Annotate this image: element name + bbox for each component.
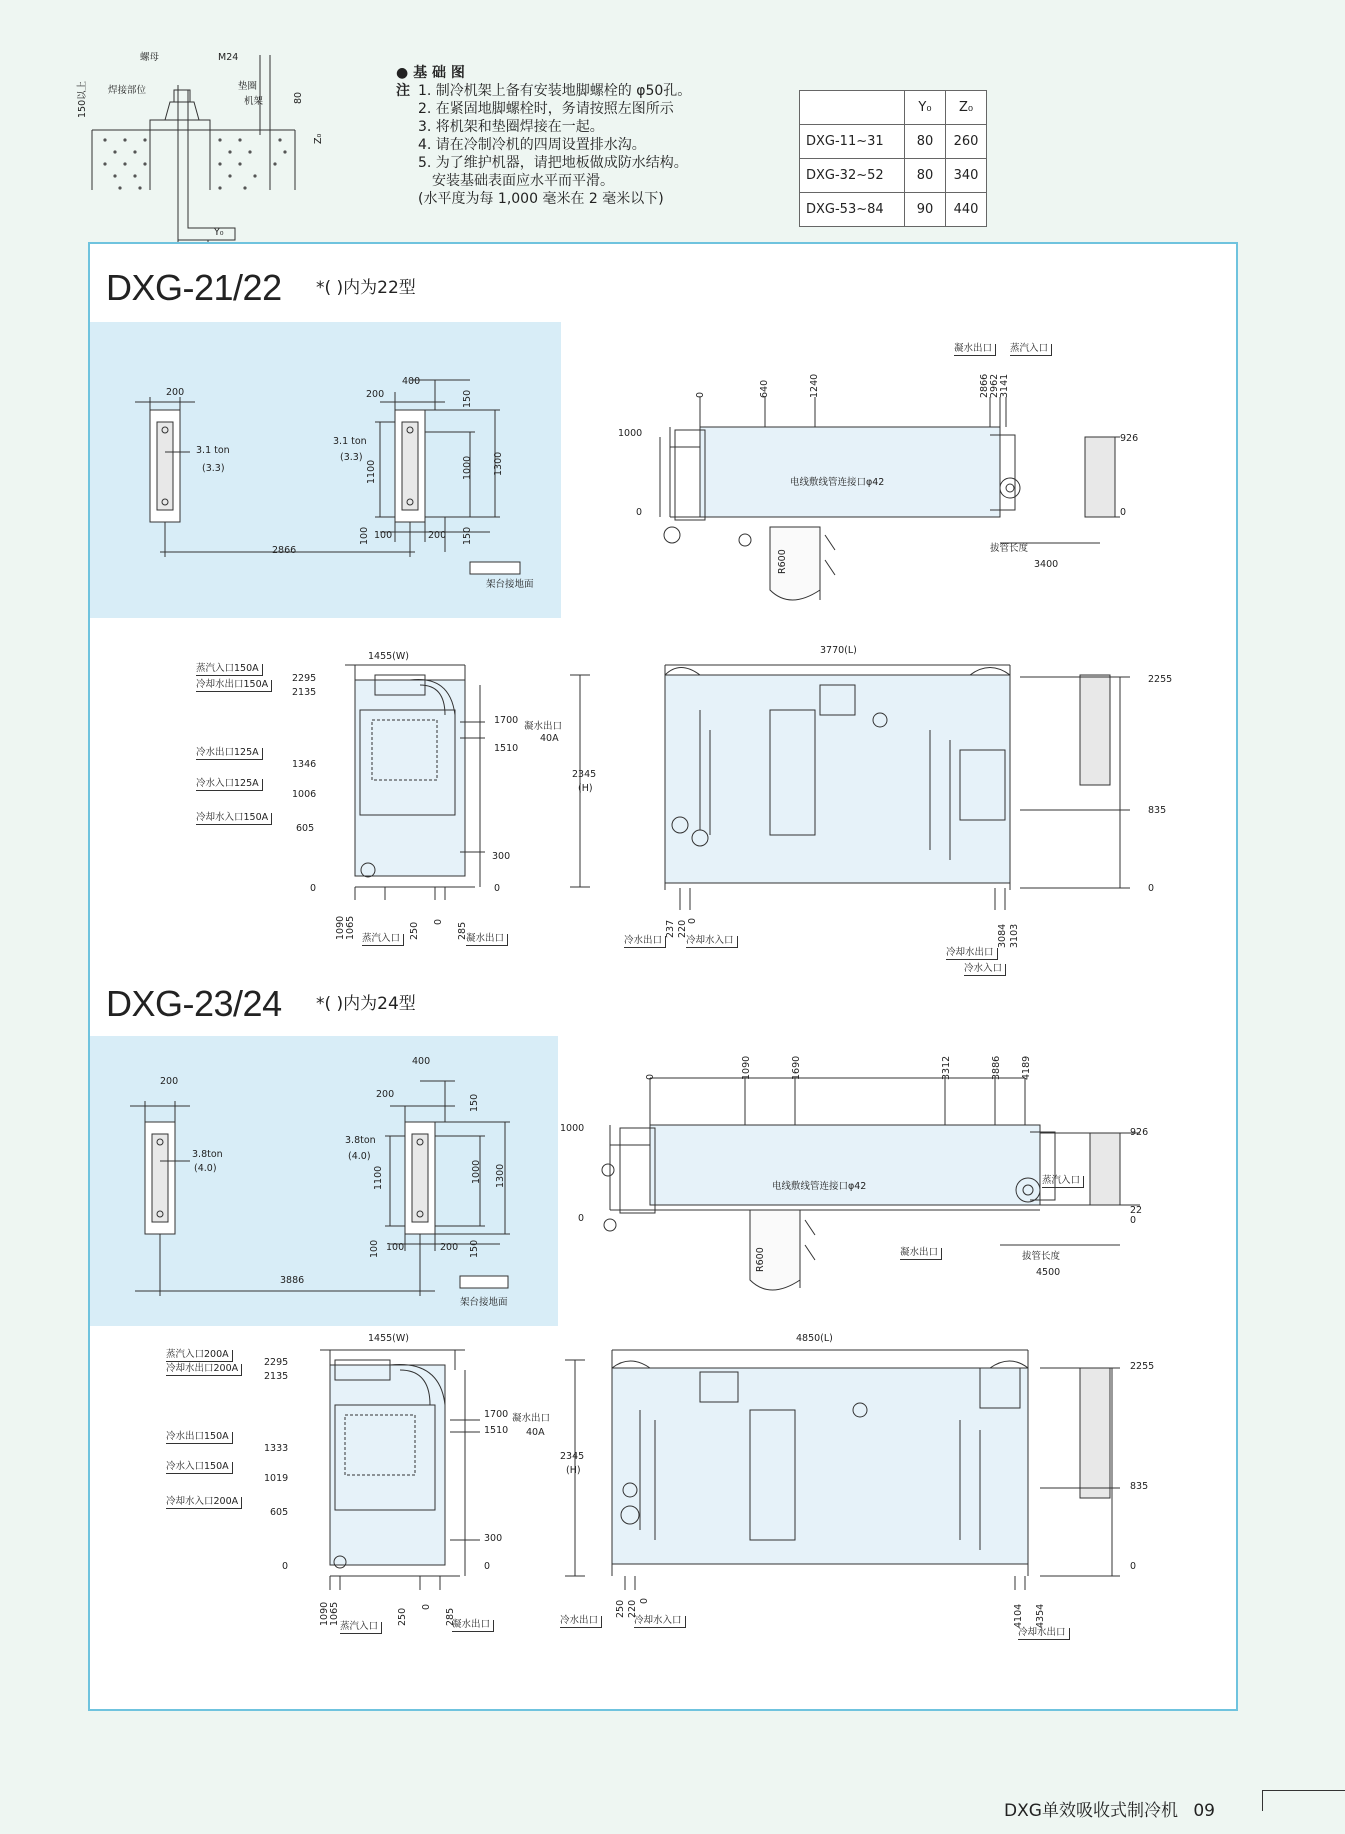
- table-cell: 80: [905, 159, 946, 193]
- table-cell: DXG-32~52: [800, 159, 905, 193]
- m2-side-width: 1455(W): [368, 1333, 409, 1344]
- table-cell: DXG-53~84: [800, 193, 905, 227]
- m1-side-1346: 1346: [292, 759, 317, 770]
- m1-side-height: 2345: [572, 769, 597, 780]
- m1-top-pull-len: 3400: [1034, 559, 1059, 570]
- foundation-notes: [396, 64, 691, 208]
- m1-front-3103: 3103: [1009, 923, 1020, 948]
- note-item: 安装基础表面应水平而平滑。: [432, 173, 614, 189]
- m1-top-r600: R600: [777, 549, 788, 574]
- m1-plan-span: 2866: [272, 545, 297, 556]
- footer-title: DXG单效吸收式制冷机: [1004, 1801, 1178, 1821]
- notes-label: 注: [396, 83, 410, 99]
- m1-front-237: 237: [665, 919, 676, 938]
- table-cell: DXG-11~31: [800, 125, 905, 159]
- m1-side-steam-lbl: 蒸汽入口: [362, 934, 404, 946]
- m1-side-height-h: (H): [578, 783, 593, 794]
- m2-top-1000: 1000: [560, 1123, 585, 1134]
- m2-plan-1100: 1100: [373, 1165, 384, 1190]
- m1-side-250: 250: [409, 921, 420, 940]
- m1-side-cwin: 冷却水入口150A: [196, 813, 272, 825]
- m2-top-1090: 1090: [741, 1055, 752, 1080]
- m2-plan-100b: 100: [386, 1242, 405, 1253]
- m1-front-chwin: 冷水入口: [964, 964, 1006, 976]
- m2-side-1700: 1700: [484, 1409, 509, 1420]
- m1-side-chwout: 冷水出口125A: [196, 748, 263, 760]
- m2-side-chwout: 冷水出口150A: [166, 1432, 233, 1444]
- m1-plan-load: 3.1 ton: [196, 445, 230, 456]
- m2-front-cwin: 冷却水入口: [634, 1616, 686, 1628]
- m1-plan-w200: 200: [166, 387, 185, 398]
- note-item: 4. 请在冷制冷机的四周设置排水沟。: [418, 137, 646, 153]
- m2-side-300: 300: [484, 1533, 503, 1544]
- model2-front-view: [600, 1340, 1160, 1590]
- m1-plan-w400: 400: [402, 376, 421, 387]
- m1-front-chwout: 冷水出口: [624, 936, 666, 948]
- m1-side-285: 285: [457, 921, 468, 940]
- model1-note: *( )内为22型: [316, 278, 416, 298]
- m2-top-r600: R600: [755, 1247, 766, 1272]
- notes-title: ● 基 础 图: [396, 65, 465, 81]
- m1-front-0: 0: [1148, 883, 1155, 894]
- note-item: 1. 制冷机架上备有安装地脚螺栓的 φ50孔。: [418, 83, 692, 99]
- m1-side-1065: 1065: [345, 915, 356, 940]
- m2-side-cwout: 冷却水出口200A: [166, 1364, 242, 1376]
- m2-top-condensate: 凝水出口: [900, 1248, 942, 1260]
- m1-front-cwout: 冷却水出口: [946, 948, 998, 960]
- m1-top-condensate: 凝水出口: [954, 344, 996, 356]
- m1-plan-legend: 架台接地面: [486, 579, 534, 590]
- m2-side-1065: 1065: [329, 1601, 340, 1626]
- m1-side-1006: 1006: [292, 789, 317, 800]
- model2-title: DXG-23/24: [106, 983, 282, 1024]
- m2-plan-load: 3.8ton: [192, 1149, 223, 1160]
- m2-plan-150b: 150: [469, 1239, 480, 1258]
- m1-top-2962: 2962: [989, 373, 1000, 398]
- foundation-diagram: [70, 40, 310, 250]
- m2-top-pull: 拔管长度: [1022, 1251, 1061, 1262]
- m2-plan-150: 150: [469, 1093, 480, 1112]
- model1-plan-drawing: [90, 322, 561, 618]
- m2-top-0: 0: [645, 1073, 656, 1080]
- m2-plan-w400: 400: [412, 1056, 431, 1067]
- note-item: (水平度为每 1,000 毫米在 2 毫米以下): [418, 191, 664, 207]
- m1-plan-load-b: 3.1 ton: [333, 436, 367, 447]
- m1-side-cwout: 冷却水出口150A: [196, 680, 272, 692]
- table-header: [800, 91, 905, 125]
- model2-side-view: [290, 1340, 590, 1590]
- table-row: [800, 193, 987, 227]
- m1-plan-load2-b: (3.3): [340, 452, 363, 463]
- m2-side-0c: 0: [421, 1603, 432, 1610]
- m1-plan-1100: 1100: [366, 459, 377, 484]
- m2-front-0: 0: [1130, 1561, 1137, 1572]
- m1-side-cond: 凝水出口: [524, 721, 563, 732]
- m1-top-2866: 2866: [979, 373, 990, 398]
- m2-plan-1300: 1300: [495, 1163, 506, 1188]
- m1-top-0: 0: [695, 391, 706, 398]
- m2-front-length: 4850(L): [796, 1333, 833, 1344]
- m1-plan-100b: 100: [374, 530, 393, 541]
- m1-side-0c: 0: [433, 918, 444, 925]
- m2-front-4104: 4104: [1013, 1603, 1024, 1628]
- note-item: 2. 在紧固地脚螺栓时，务请按照左图所示: [418, 101, 674, 117]
- m2-side-2295: 2295: [264, 1357, 289, 1368]
- m2-top-4189: 4189: [1021, 1055, 1032, 1080]
- m2-side-chwin: 冷水入口150A: [166, 1462, 233, 1474]
- m1-top-926: 926: [1120, 433, 1139, 444]
- model1-top-view: [620, 360, 1120, 620]
- m2-side-steam: 蒸汽入口200A: [166, 1350, 233, 1362]
- m2-side-cwin: 冷却水入口200A: [166, 1497, 242, 1509]
- table-header: Z₀: [946, 91, 987, 125]
- label-frame: 机架: [244, 96, 264, 107]
- m1-front-835: 835: [1148, 805, 1167, 816]
- m1-side-chwin: 冷水入口125A: [196, 779, 263, 791]
- m2-front-cwout: 冷却水出口: [1018, 1628, 1070, 1640]
- m1-top-0b: 0: [636, 507, 643, 518]
- m1-top-3141: 3141: [999, 373, 1010, 398]
- m1-front-3084: 3084: [997, 923, 1008, 948]
- m2-side-1333: 1333: [264, 1443, 289, 1454]
- dimension-table: [799, 90, 987, 227]
- m1-plan-w200b: 200: [366, 389, 385, 400]
- m2-side-2135: 2135: [264, 1371, 289, 1382]
- m2-front-0b: 0: [639, 1597, 650, 1604]
- label-z0: Z₀: [313, 133, 324, 144]
- footer-bracket: [1262, 1790, 1345, 1811]
- m2-front-2255: 2255: [1130, 1361, 1155, 1372]
- m1-side-300: 300: [492, 851, 511, 862]
- m2-side-cond-size: 40A: [526, 1427, 545, 1438]
- m2-side-height: 2345: [560, 1451, 585, 1462]
- m1-plan-1300: 1300: [493, 451, 504, 476]
- table-header: Y₀: [905, 91, 946, 125]
- m1-top-pull: 拔管长度: [990, 543, 1029, 554]
- label-150: 150以上: [77, 80, 88, 118]
- m2-plan-load-b: 3.8ton: [345, 1135, 376, 1146]
- m2-side-0: 0: [282, 1561, 289, 1572]
- m2-front-220: 220: [627, 1599, 638, 1618]
- m1-plan-150: 150: [462, 389, 473, 408]
- m2-side-height-h: (H): [566, 1465, 581, 1476]
- m1-top-0c: 0: [1120, 507, 1127, 518]
- m2-side-285: 285: [445, 1607, 456, 1626]
- m2-top-926: 926: [1130, 1127, 1149, 1138]
- m1-plan-200c: 200: [428, 530, 447, 541]
- m2-side-cond-lbl: 凝水出口: [452, 1620, 494, 1632]
- m1-top-640: 640: [759, 379, 770, 398]
- m1-top-cable: 电线敷线管连接口φ42: [790, 477, 885, 488]
- table-cell: 440: [946, 193, 987, 227]
- m2-top-0c: 0: [1130, 1215, 1137, 1226]
- m1-front-220: 220: [677, 919, 688, 938]
- m1-side-1510: 1510: [494, 743, 519, 754]
- m2-plan-legend: 架台接地面: [460, 1297, 508, 1308]
- m2-side-1510: 1510: [484, 1425, 509, 1436]
- note-item: 3. 将机架和垫圈焊接在一起。: [418, 119, 604, 135]
- page-number: 09: [1193, 1801, 1215, 1821]
- m2-side-steam-lbl: 蒸汽入口: [340, 1622, 382, 1634]
- m2-top-3886: 3886: [991, 1055, 1002, 1080]
- model1-side-view: [300, 640, 600, 900]
- m2-plan-load2: (4.0): [194, 1163, 217, 1174]
- m2-plan-100: 100: [369, 1239, 380, 1258]
- table-cell: 260: [946, 125, 987, 159]
- m2-side-605: 605: [270, 1507, 289, 1518]
- table-row: [800, 125, 987, 159]
- model1-title: DXG-21/22: [106, 267, 282, 308]
- m2-front-250: 250: [615, 1599, 626, 1618]
- m2-plan-w200b: 200: [376, 1089, 395, 1100]
- m2-plan-load2-b: (4.0): [348, 1151, 371, 1162]
- m2-side-1019: 1019: [264, 1473, 289, 1484]
- m2-plan-span: 3886: [280, 1275, 305, 1286]
- m2-top-0b: 0: [578, 1213, 585, 1224]
- table-cell: 80: [905, 125, 946, 159]
- table-cell: 340: [946, 159, 987, 193]
- m1-front-2255: 2255: [1148, 674, 1173, 685]
- m2-side-1090: 1090: [319, 1601, 330, 1626]
- m1-plan-100: 100: [359, 526, 370, 545]
- label-y0: Y₀: [214, 227, 224, 238]
- label-weld: 焊接部位: [108, 85, 147, 96]
- label-m24: M24: [218, 52, 239, 63]
- label-80: 80: [293, 91, 304, 104]
- m2-top-1690: 1690: [791, 1055, 802, 1080]
- m2-top-cable: 电线敷线管连接口φ42: [772, 1181, 867, 1192]
- m2-top-3312: 3312: [941, 1055, 952, 1080]
- m2-front-4354: 4354: [1035, 1603, 1046, 1628]
- m1-side-cond-lbl: 凝水出口: [466, 934, 508, 946]
- m2-side-cond: 凝水出口: [512, 1413, 551, 1424]
- m2-plan-1000: 1000: [471, 1159, 482, 1184]
- table-row: [800, 159, 987, 193]
- m1-side-1700: 1700: [494, 715, 519, 726]
- m2-front-835: 835: [1130, 1481, 1149, 1492]
- table-cell: 90: [905, 193, 946, 227]
- m1-side-cond-size: 40A: [540, 733, 559, 744]
- table-row: [800, 91, 987, 125]
- note-item: 5. 为了维护机器，请把地板做成防水结构。: [418, 155, 688, 171]
- m1-plan-150b: 150: [462, 526, 473, 545]
- m1-top-steam: 蒸汽入口: [1010, 344, 1052, 356]
- m2-top-steam: 蒸汽入口: [1042, 1176, 1084, 1188]
- m1-side-0b: 0: [494, 883, 501, 894]
- m2-side-250: 250: [397, 1607, 408, 1626]
- label-washer: 垫圈: [238, 81, 258, 92]
- m2-front-chwout: 冷水出口: [560, 1616, 602, 1628]
- m1-front-length: 3770(L): [820, 645, 857, 656]
- m1-side-2135: 2135: [292, 687, 317, 698]
- m1-plan-load2: (3.3): [202, 463, 225, 474]
- m1-side-1090: 1090: [335, 915, 346, 940]
- m1-side-0: 0: [310, 883, 317, 894]
- m1-front-cwin: 冷却水入口: [686, 936, 738, 948]
- m1-front-0b: 0: [687, 917, 698, 924]
- m2-plan-w200: 200: [160, 1076, 179, 1087]
- m1-side-width: 1455(W): [368, 651, 409, 662]
- m1-side-steam: 蒸汽入口150A: [196, 664, 263, 676]
- page-footer: [1004, 1796, 1215, 1821]
- m1-side-605: 605: [296, 823, 315, 834]
- m2-top-22: 22: [1130, 1205, 1143, 1216]
- model2-note: *( )内为24型: [316, 994, 416, 1014]
- m1-top-1000: 1000: [618, 428, 643, 439]
- m2-plan-200c: 200: [440, 1242, 459, 1253]
- label-nut: 螺母: [140, 52, 160, 63]
- m1-top-1240: 1240: [809, 373, 820, 398]
- m2-side-0b: 0: [484, 1561, 491, 1572]
- m1-side-2295: 2295: [292, 673, 317, 684]
- model1-front-view: [640, 650, 1160, 910]
- m2-top-pull-len: 4500: [1036, 1267, 1061, 1278]
- m1-plan-1000: 1000: [462, 455, 473, 480]
